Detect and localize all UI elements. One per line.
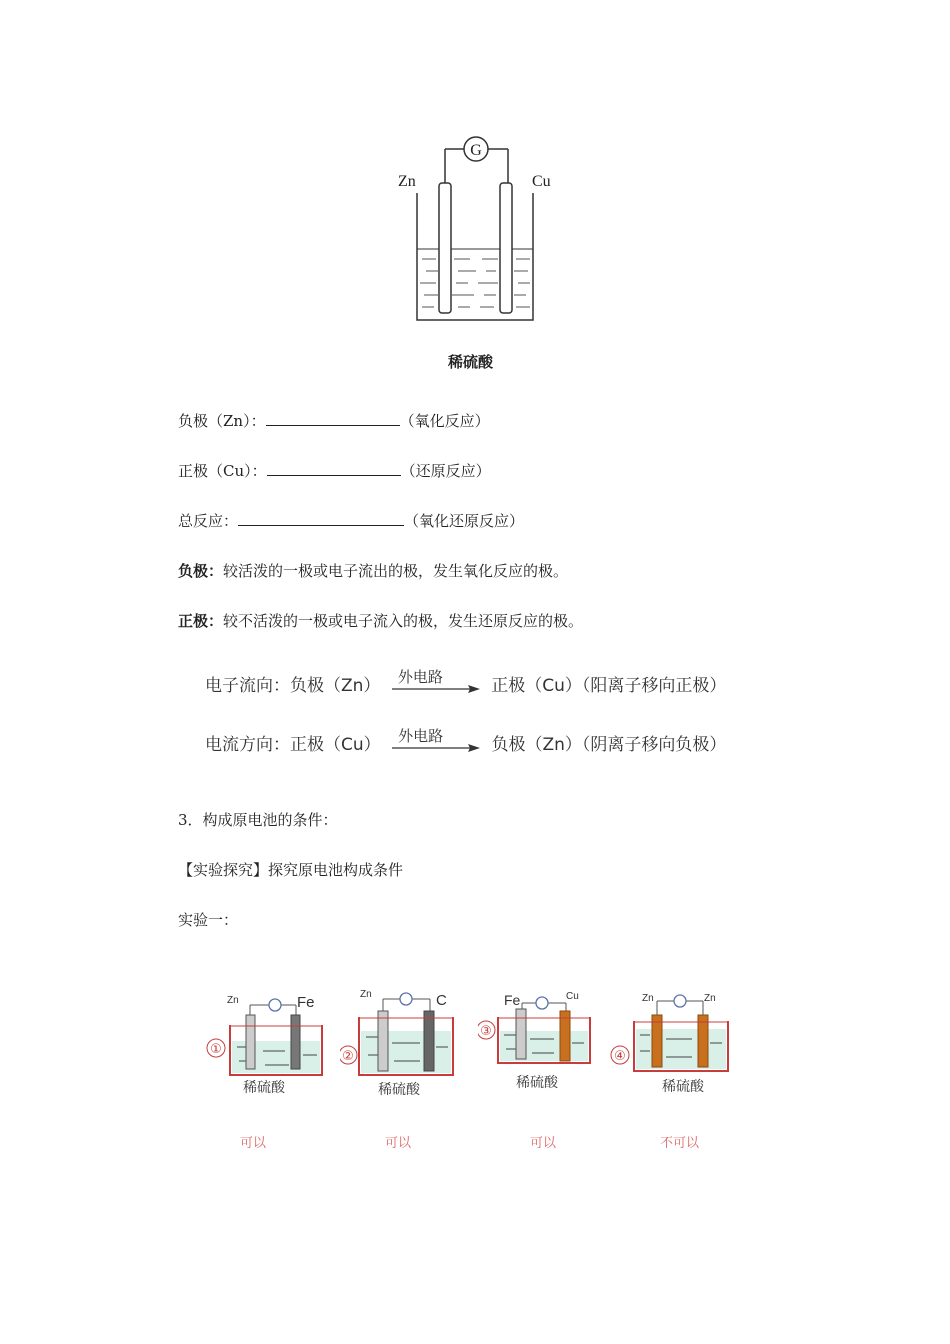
exp3-caption: 稀硫酸 xyxy=(516,1074,558,1090)
electron-flow-left: 电子流向：负极（Zn） xyxy=(205,676,381,696)
exp2-number: ② xyxy=(342,1048,354,1063)
experiment-label: 实验一： xyxy=(178,911,239,929)
neg-prefix: 负极（Zn）： xyxy=(178,412,266,430)
fe-electrode xyxy=(291,1015,300,1069)
experiment-2 xyxy=(340,985,465,1109)
positive-definition xyxy=(178,611,583,631)
exp4-caption: 稀硫酸 xyxy=(662,1078,704,1094)
arrow-right-icon xyxy=(392,743,480,753)
total-prefix: 总反应： xyxy=(178,512,239,530)
exp4-left-label: Zn xyxy=(642,993,654,1004)
galvanometer-icon xyxy=(674,995,686,1007)
pos-suffix: （还原反应） xyxy=(400,462,491,480)
negative-definition xyxy=(178,561,568,581)
zn-electrode xyxy=(652,1015,662,1067)
cu-label: Cu xyxy=(532,173,551,190)
current-flow-right: 负极（Zn）（阴离子移向负极） xyxy=(491,735,727,755)
exp1-right-label: Fe xyxy=(297,994,315,1011)
exp3-number: ③ xyxy=(480,1023,492,1038)
galvanic-cell-figure xyxy=(390,125,570,330)
galvanometer-icon xyxy=(400,993,412,1005)
carbon-electrode xyxy=(424,1011,434,1071)
total-suffix: （氧化还原反应） xyxy=(404,512,525,530)
pos-prefix: 正极（Cu）： xyxy=(178,462,267,480)
exp1-left-label: Zn xyxy=(227,995,239,1006)
zn-electrode-right xyxy=(698,1015,708,1067)
cu-electrode xyxy=(500,183,512,313)
current-flow-arrow xyxy=(392,727,480,759)
current-arrow-label: 外电路 xyxy=(398,727,444,745)
exp3-result: 可以 xyxy=(530,1136,557,1151)
exp4-right-label: Zn xyxy=(704,993,716,1004)
zn-electrode xyxy=(439,183,451,313)
negative-electrode-line xyxy=(178,411,490,431)
electron-flow-right: 正极（Cu）（阳离子移向正极） xyxy=(491,676,727,696)
exp4-result: 不可以 xyxy=(660,1136,700,1151)
exp1-result: 可以 xyxy=(240,1136,267,1151)
positive-electrode-line xyxy=(178,461,491,481)
exp4-number: ④ xyxy=(614,1048,626,1063)
neg-answer-blank[interactable] xyxy=(266,411,400,426)
experiment-1 xyxy=(205,985,330,1109)
neg-suffix: （氧化反应） xyxy=(399,412,490,430)
neg-definition-text: 较活泼的一极或电子流出的极，发生氧化反应的极。 xyxy=(223,562,569,580)
cell-diagram xyxy=(390,125,570,330)
total-answer-blank[interactable] xyxy=(238,511,404,526)
zn-electrode xyxy=(246,1015,255,1069)
electron-arrow-label: 外电路 xyxy=(397,668,443,686)
exp3-right-label: Cu xyxy=(566,991,579,1002)
explore-heading: 【实验探究】探究原电池构成条件 xyxy=(178,861,404,879)
zn-label: Zn xyxy=(398,173,416,190)
galvanometer-label: G xyxy=(470,142,482,159)
experiment-3 xyxy=(478,985,603,1109)
exp2-right-label: C xyxy=(436,992,447,1009)
exp1-number: ① xyxy=(210,1041,222,1056)
exp2-left-label: Zn xyxy=(360,989,372,1000)
pos-definition-text: 较不活泼的一极或电子流入的极，发生还原反应的极。 xyxy=(223,612,584,630)
neg-term: 负极： xyxy=(178,562,224,580)
total-reaction-line xyxy=(178,511,524,531)
electron-flow xyxy=(205,668,727,700)
exp1-caption: 稀硫酸 xyxy=(243,1079,285,1095)
electron-flow-arrow xyxy=(392,668,480,700)
current-flow xyxy=(205,727,727,759)
figure-caption: 稀硫酸 xyxy=(448,353,494,371)
section-heading: 3．构成原电池的条件： xyxy=(178,811,338,829)
fe-electrode xyxy=(516,1009,526,1059)
galvanometer-icon xyxy=(536,997,548,1009)
zn-electrode xyxy=(378,1011,388,1071)
pos-term: 正极： xyxy=(178,612,224,630)
exp3-left-label: Fe xyxy=(504,992,521,1008)
current-flow-left: 电流方向：正极（Cu） xyxy=(205,735,381,755)
experiment-4 xyxy=(610,985,735,1109)
galvanometer-icon xyxy=(269,999,281,1011)
exp2-caption: 稀硫酸 xyxy=(378,1081,420,1097)
arrow-right-icon xyxy=(392,684,480,694)
pos-answer-blank[interactable] xyxy=(267,461,401,476)
exp2-result: 可以 xyxy=(385,1136,412,1151)
